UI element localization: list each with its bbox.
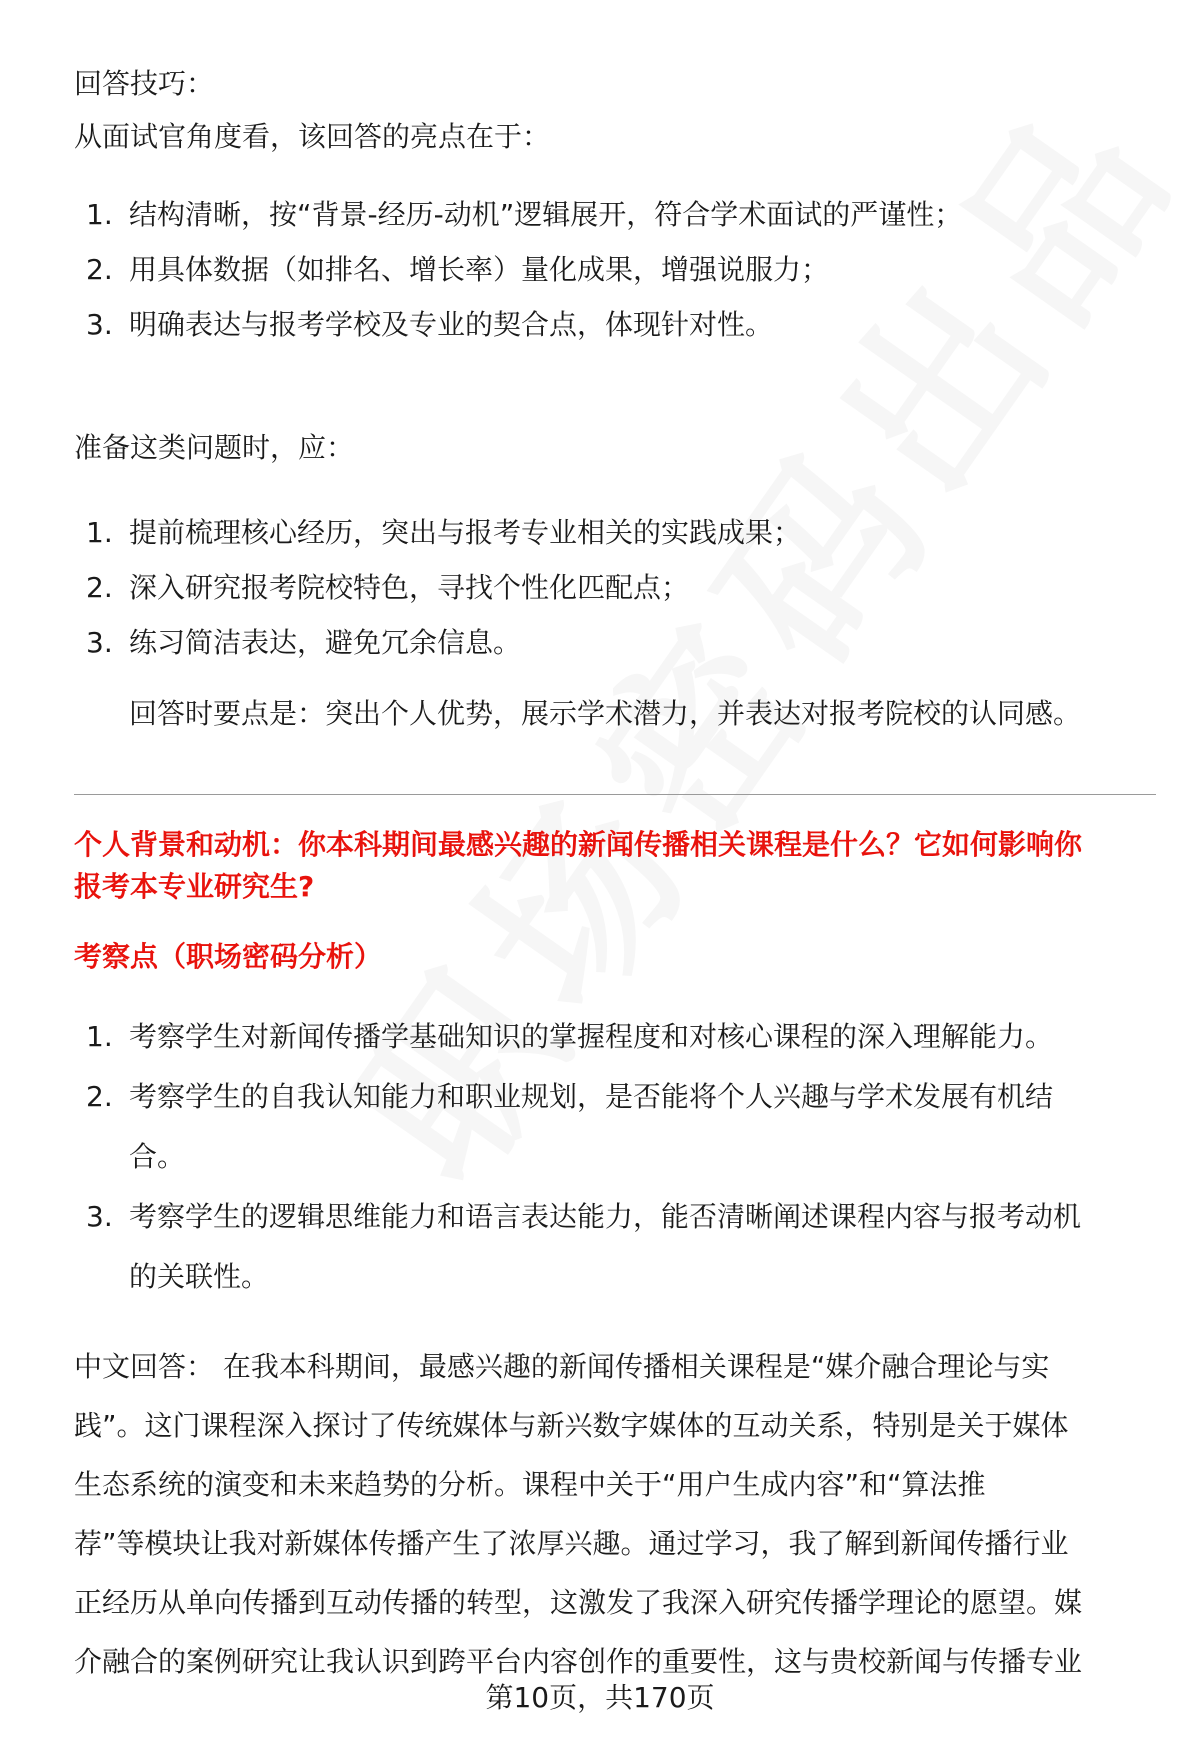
answer-line: 中文回答： 在我本科期间，最感兴趣的新闻传播相关课程是“媒介融合理论与实	[74, 1350, 1050, 1383]
answer-summary: 回答时要点是：突出个人优势，展示学术潜力，并表达对报考院校的认同感。	[129, 697, 1082, 730]
list-number: 3.	[86, 308, 113, 341]
list-item	[74, 195, 1154, 250]
list-text-line: 的关联性。	[129, 1260, 270, 1293]
highlights-list	[74, 195, 1154, 360]
page-number: 第10页，共170页	[485, 1681, 715, 1714]
list-number: 1.	[86, 198, 113, 231]
list-text-line: 合。	[129, 1140, 186, 1173]
answer-line: 践”。这门课程深入探讨了传统媒体与新兴数字媒体的互动关系，特别是关于媒体	[74, 1409, 1069, 1442]
answer-line: 介融合的案例研究让我认识到跨平台内容创作的重要性，这与贵校新闻与传播专业	[74, 1645, 1083, 1678]
list-number: 1.	[86, 516, 113, 549]
answer-tips-title: 回答技巧：	[74, 67, 215, 100]
list-text: 提前梳理核心经历，突出与报考专业相关的实践成果；	[129, 516, 802, 549]
answer-line: 正经历从单向传播到互动传播的转型，这激发了我深入研究传播学理论的愿望。媒	[74, 1586, 1083, 1619]
list-item	[74, 1187, 1154, 1307]
list-text: 明确表达与报考学校及专业的契合点，体现针对性。	[129, 308, 774, 341]
list-number: 2.	[86, 253, 113, 286]
prep-intro: 准备这类问题时，应：	[74, 431, 355, 464]
focus-title: 考察点（职场密码分析）	[74, 940, 383, 973]
list-text-line: 考察学生的逻辑思维能力和语言表达能力，能否清晰阐述课程内容与报考动机	[129, 1200, 1082, 1233]
list-text: 用具体数据（如排名、增长率）量化成果，增强说服力；	[129, 253, 830, 286]
list-text-line: 考察学生的自我认知能力和职业规划，是否能将个人兴趣与学术发展有机结	[129, 1080, 1054, 1113]
list-item	[74, 250, 1154, 305]
list-number: 2.	[86, 1080, 113, 1113]
question-title-line: 报考本专业研究生?	[74, 870, 315, 903]
list-item	[74, 568, 1154, 623]
chinese-answer	[74, 1345, 1156, 1699]
question-title	[74, 824, 1154, 908]
list-item	[74, 513, 1154, 568]
list-text: 练习简洁表达，避免冗余信息。	[129, 626, 522, 659]
list-item	[74, 623, 1154, 678]
prep-list	[74, 513, 1154, 678]
list-text: 结构清晰，按“背景-经历-动机”逻辑展开，符合学术面试的严谨性；	[129, 198, 963, 231]
list-number: 2.	[86, 571, 113, 604]
question-title-line: 个人背景和动机：你本科期间最感兴趣的新闻传播相关课程是什么？它如何影响你	[74, 828, 1083, 861]
list-number: 3.	[86, 1200, 113, 1233]
list-number: 1.	[86, 1020, 113, 1053]
list-text-line: 考察学生对新闻传播学基础知识的掌握程度和对核心课程的深入理解能力。	[129, 1020, 1054, 1053]
answer-line: 荐”等模块让我对新媒体传播产生了浓厚兴趣。通过学习，我了解到新闻传播行业	[74, 1527, 1069, 1560]
list-item	[74, 1067, 1154, 1187]
section-divider	[74, 794, 1156, 795]
list-text: 深入研究报考院校特色，寻找个性化匹配点；	[129, 571, 690, 604]
list-number: 3.	[86, 626, 113, 659]
answer-tips-intro: 从面试官角度看，该回答的亮点在于：	[74, 120, 551, 153]
focus-list	[74, 1017, 1154, 1307]
list-item	[74, 305, 1154, 360]
answer-line: 生态系统的演变和未来趋势的分析。课程中关于“用户生成内容”和“算法推	[74, 1468, 986, 1501]
